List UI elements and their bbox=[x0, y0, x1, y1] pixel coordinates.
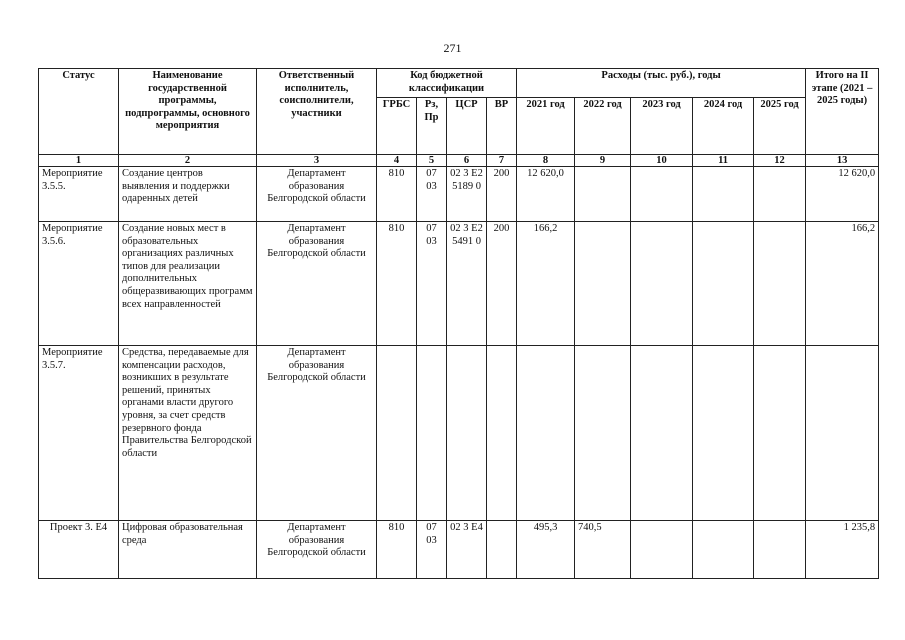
cell-total: 166,2 bbox=[806, 222, 879, 346]
cell-2021: 166,2 bbox=[517, 222, 575, 346]
cell-2023 bbox=[631, 222, 693, 346]
column-number: 8 bbox=[517, 155, 575, 167]
cell-total bbox=[806, 346, 879, 521]
header-2022: 2022 год bbox=[575, 98, 631, 155]
cell-responsible: Департамент образования Белгородской области bbox=[257, 521, 377, 579]
cell-status: Проект 3. Е4 bbox=[39, 521, 119, 579]
cell-rzpr: 07 03 bbox=[417, 222, 447, 346]
table-row bbox=[39, 222, 879, 346]
cell-2025 bbox=[754, 521, 806, 579]
column-number: 1 bbox=[39, 155, 119, 167]
cell-csr: 02 3 E2 5189 0 bbox=[447, 167, 487, 222]
column-number: 13 bbox=[806, 155, 879, 167]
cell-2024 bbox=[693, 521, 754, 579]
cell-2023 bbox=[631, 167, 693, 222]
budget-table bbox=[38, 68, 879, 579]
cell-2022 bbox=[575, 346, 631, 521]
cell-2021: 12 620,0 bbox=[517, 167, 575, 222]
cell-2021: 495,3 bbox=[517, 521, 575, 579]
cell-grbs: 810 bbox=[377, 222, 417, 346]
header-budget-code: Код бюджетной классификации bbox=[377, 69, 517, 98]
column-number: 4 bbox=[377, 155, 417, 167]
header-2024: 2024 год bbox=[693, 98, 754, 155]
cell-responsible: Департамент образования Белгородской области bbox=[257, 222, 377, 346]
column-number: 11 bbox=[693, 155, 754, 167]
header-2021: 2021 год bbox=[517, 98, 575, 155]
cell-status: Мероприятие 3.5.5. bbox=[39, 167, 119, 222]
cell-name: Средства, передаваемые для компенсации расходов, возникших в результате решений, принятых органами власти другого уровня, за счет средств резервного фонда Правительства Белгородской области bbox=[119, 346, 257, 521]
header-grbs: ГРБС bbox=[377, 98, 417, 155]
cell-2024 bbox=[693, 346, 754, 521]
column-number: 6 bbox=[447, 155, 487, 167]
cell-2025 bbox=[754, 222, 806, 346]
header-name: Наименование государственной программы, подпрограммы, основного мероприятия bbox=[119, 69, 257, 155]
header-rzpr: Рз, Пр bbox=[417, 98, 447, 155]
cell-name: Создание центров выявления и поддержки одаренных детей bbox=[119, 167, 257, 222]
cell-csr: 02 3 E2 5491 0 bbox=[447, 222, 487, 346]
column-number: 2 bbox=[119, 155, 257, 167]
cell-rzpr bbox=[417, 346, 447, 521]
cell-vr bbox=[487, 521, 517, 579]
column-number: 7 bbox=[487, 155, 517, 167]
column-number: 10 bbox=[631, 155, 693, 167]
cell-2024 bbox=[693, 222, 754, 346]
cell-2025 bbox=[754, 167, 806, 222]
header-row-1 bbox=[39, 69, 879, 98]
header-total: Итого на II этапе (2021 – 2025 годы) bbox=[806, 69, 879, 155]
cell-csr: 02 3 E4 bbox=[447, 521, 487, 579]
cell-status: Мероприятие 3.5.6. bbox=[39, 222, 119, 346]
header-responsible: Ответственный исполнитель, соисполнители, участники bbox=[257, 69, 377, 155]
page-number: 271 bbox=[443, 41, 462, 55]
cell-2025 bbox=[754, 346, 806, 521]
cell-name: Создание новых мест в образовательных организациях различных типов для реализации дополнительных общеразвивающих программ всех направленностей bbox=[119, 222, 257, 346]
cell-total: 12 620,0 bbox=[806, 167, 879, 222]
column-number: 9 bbox=[575, 155, 631, 167]
column-number: 12 bbox=[754, 155, 806, 167]
cell-vr: 200 bbox=[487, 222, 517, 346]
cell-grbs bbox=[377, 346, 417, 521]
cell-status: Мероприятие 3.5.7. bbox=[39, 346, 119, 521]
cell-2023 bbox=[631, 346, 693, 521]
cell-2021 bbox=[517, 346, 575, 521]
cell-responsible: Департамент образования Белгородской области bbox=[257, 167, 377, 222]
cell-name: Цифровая образовательная среда bbox=[119, 521, 257, 579]
header-vr: ВР bbox=[487, 98, 517, 155]
cell-vr: 200 bbox=[487, 167, 517, 222]
table-row bbox=[39, 521, 879, 579]
cell-grbs: 810 bbox=[377, 167, 417, 222]
cell-responsible: Департамент образования Белгородской области bbox=[257, 346, 377, 521]
table-row bbox=[39, 167, 879, 222]
header-2023: 2023 год bbox=[631, 98, 693, 155]
cell-2022 bbox=[575, 167, 631, 222]
cell-rzpr: 07 03 bbox=[417, 167, 447, 222]
column-number: 5 bbox=[417, 155, 447, 167]
column-number-row bbox=[39, 155, 879, 167]
cell-2024 bbox=[693, 167, 754, 222]
header-expenses: Расходы (тыс. руб.), годы bbox=[517, 69, 806, 98]
header-csr: ЦСР bbox=[447, 98, 487, 155]
table-row bbox=[39, 346, 879, 521]
cell-total: 1 235,8 bbox=[806, 521, 879, 579]
cell-vr bbox=[487, 346, 517, 521]
cell-2022 bbox=[575, 222, 631, 346]
column-number: 3 bbox=[257, 155, 377, 167]
cell-2023 bbox=[631, 521, 693, 579]
cell-csr bbox=[447, 346, 487, 521]
header-2025: 2025 год bbox=[754, 98, 806, 155]
cell-rzpr: 07 03 bbox=[417, 521, 447, 579]
cell-2022: 740,5 bbox=[575, 521, 631, 579]
header-status: Статус bbox=[39, 69, 119, 155]
cell-grbs: 810 bbox=[377, 521, 417, 579]
